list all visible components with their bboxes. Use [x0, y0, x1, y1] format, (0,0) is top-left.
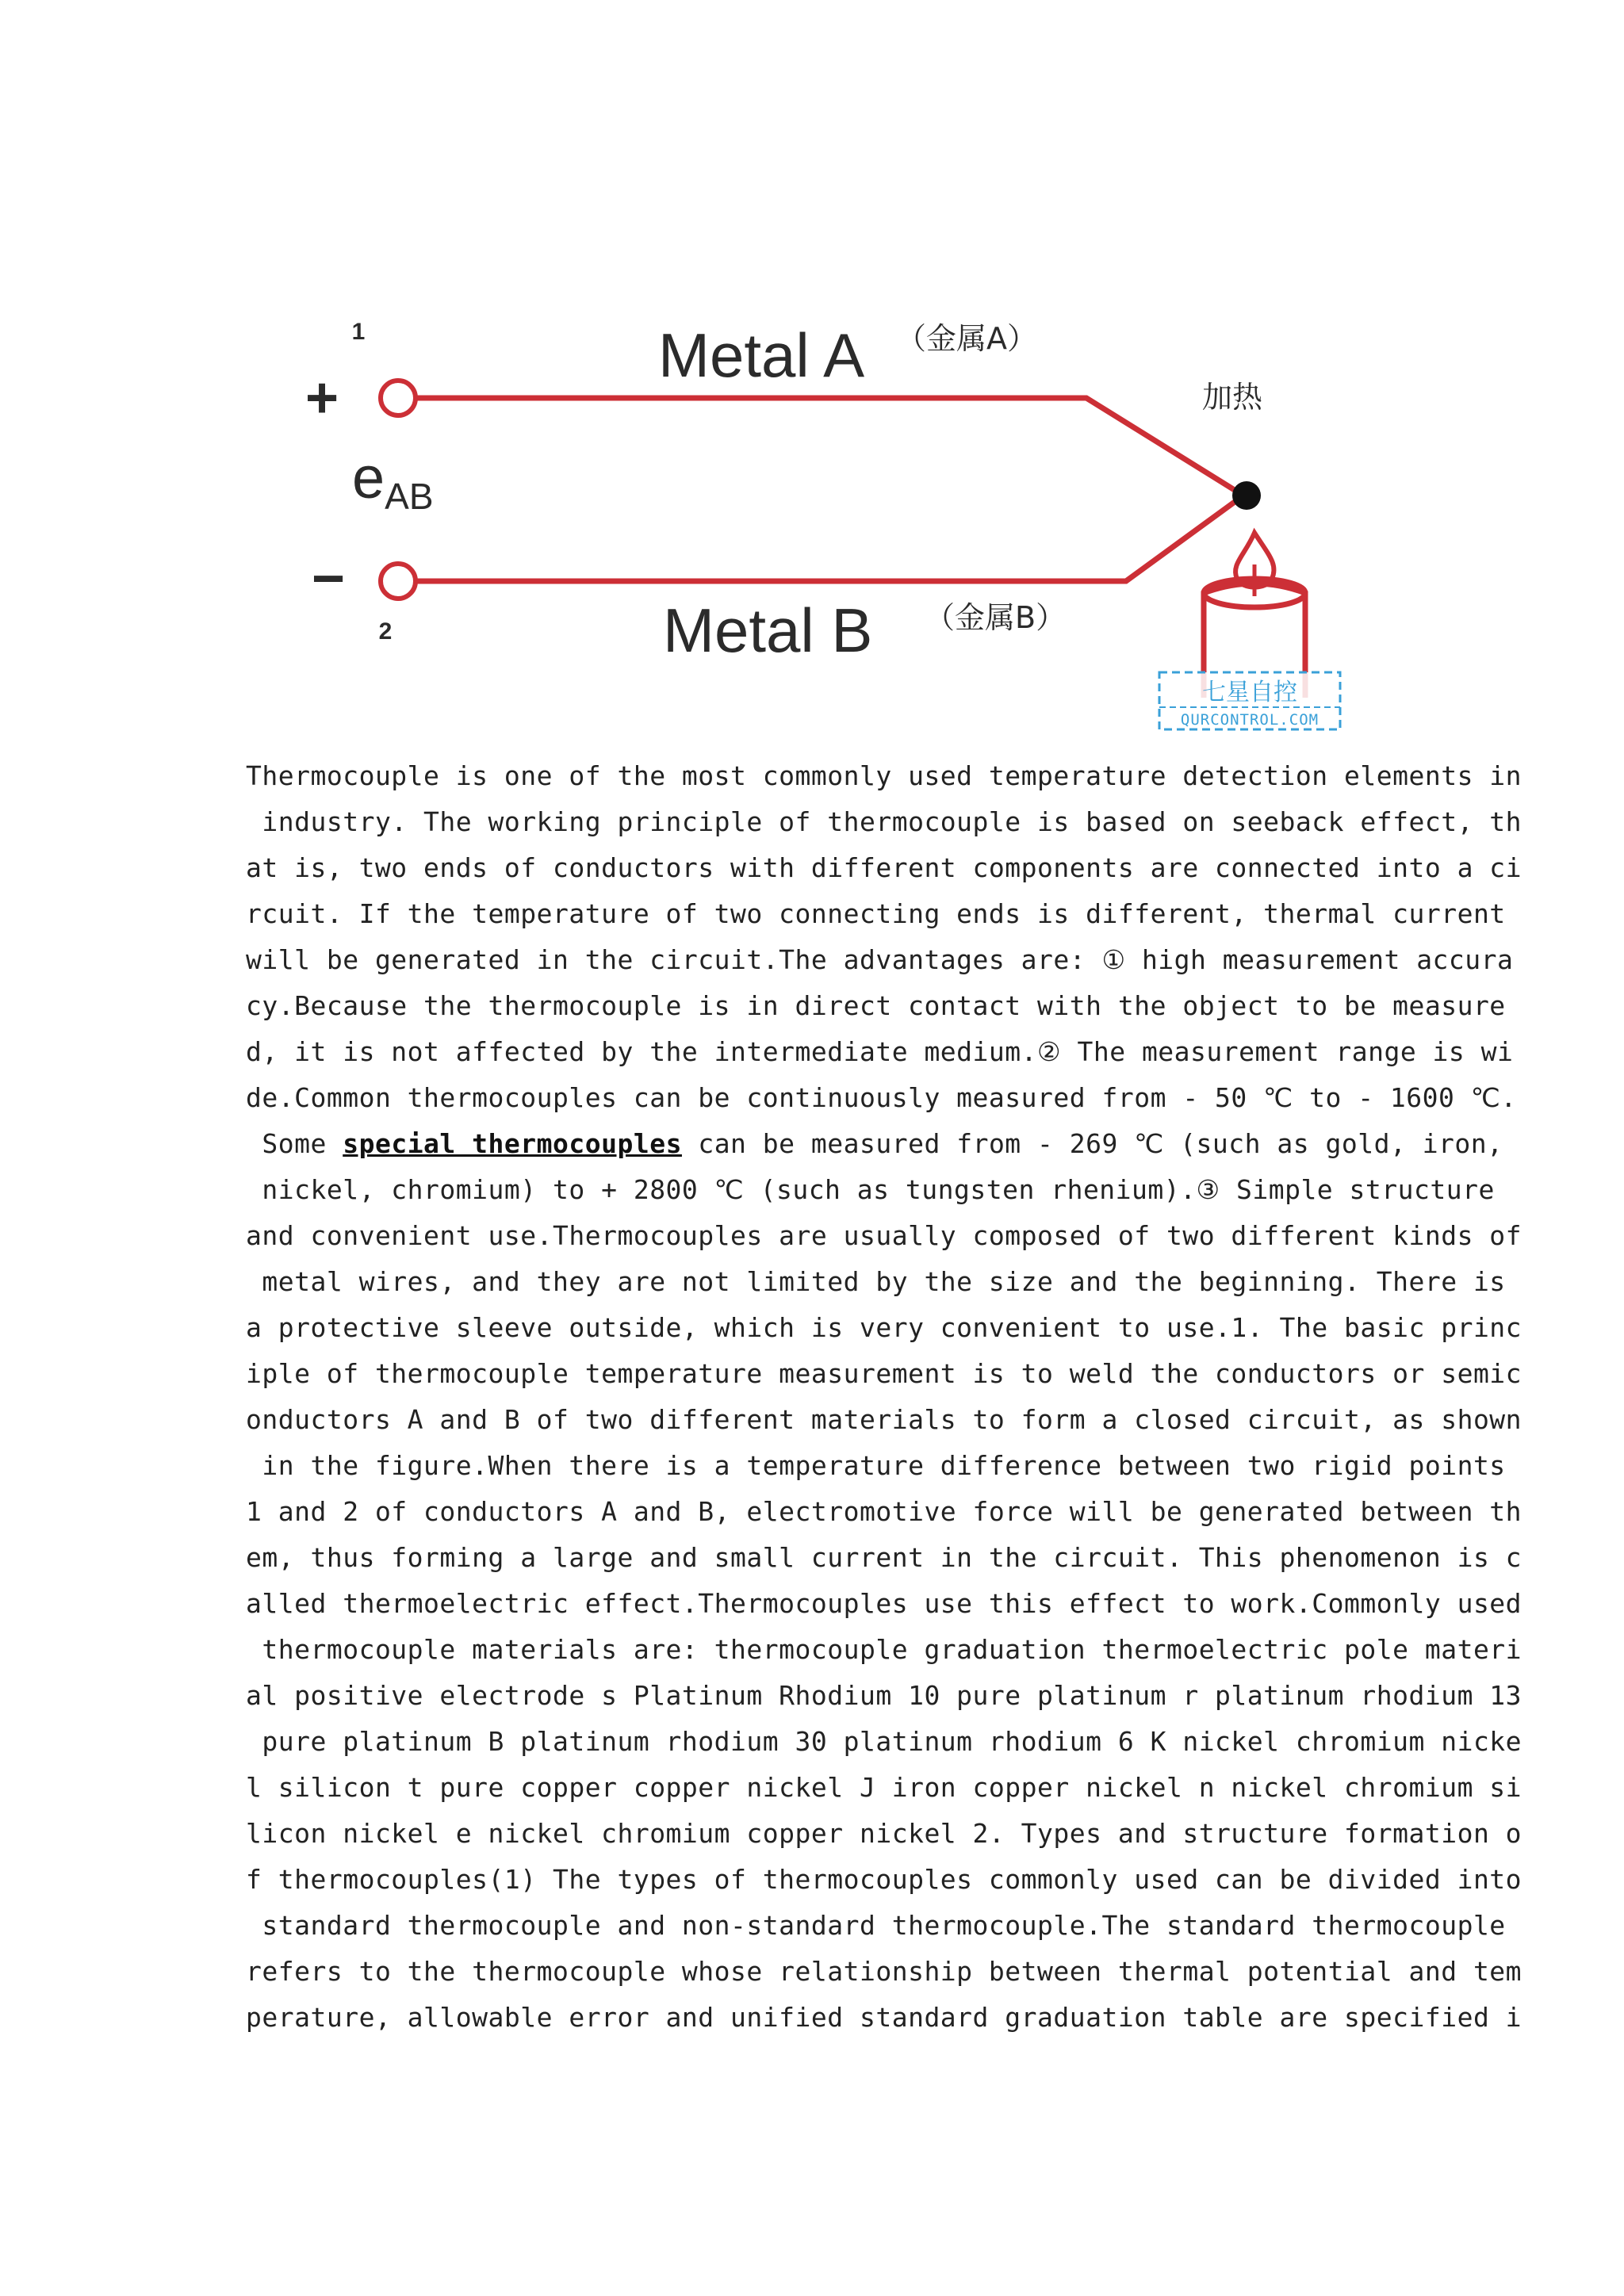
metal-a-label: Metal A	[658, 320, 865, 390]
text-line: and convenient use.Thermocouples are usually composed of two different kinds of	[246, 1220, 1522, 1251]
emf-subscript: AB	[385, 476, 434, 517]
text-line: alled thermoelectric effect.Thermocouples use this effect to work.Commonly used	[246, 1588, 1522, 1619]
text-line: iple of thermocouple temperature measurement is to weld the conductors or semic	[246, 1358, 1522, 1389]
text-line: pure platinum B platinum rhodium 30 platinum rhodium 6 K nickel chromium nicke	[246, 1726, 1522, 1757]
text-line: onductors A and B of two different materials to form a closed circuit, as shown	[246, 1404, 1522, 1435]
plus-sign: +	[304, 366, 339, 430]
text-line: f thermocouples(1) The types of thermocouples commonly used can be divided into	[246, 1864, 1522, 1895]
emf-label	[352, 445, 434, 517]
text-line: nickel, chromium) to + 2800 ℃ (such as tungsten rhenium).③ Simple structure	[246, 1174, 1495, 1205]
text-segment: Some	[246, 1128, 343, 1159]
text-line: at is, two ends of conductors with different components are connected into a ci	[246, 852, 1522, 883]
text-line: industry. The working principle of thermocouple is based on seeback effect, th	[246, 806, 1522, 837]
terminal-1-label: 1	[351, 319, 366, 345]
metal-a-cn-label: （金属A）	[896, 321, 1037, 356]
text-line: d, it is not affected by the intermediate medium.② The measurement range is wi	[246, 1036, 1514, 1067]
metal-b-wire	[414, 496, 1243, 581]
terminal-2-circle	[381, 564, 416, 599]
watermark-url: QURCONTROL.COM	[1180, 711, 1320, 729]
thermocouple-diagram	[0, 0, 1624, 745]
text-line: l silicon t pure copper copper nickel J iron copper nickel n nickel chromium si	[246, 1772, 1522, 1803]
text-line: in the figure.When there is a temperature difference between two rigid points	[246, 1450, 1506, 1481]
text-line: metal wires, and they are not limited by the size and the beginning. There is	[246, 1266, 1506, 1297]
watermark-cn: 七星自控	[1202, 679, 1297, 706]
hot-junction-dot	[1232, 481, 1261, 510]
emf-main: e	[352, 445, 385, 511]
metal-b-label: Metal B	[663, 595, 873, 665]
text-line: standard thermocouple and non-standard thermocouple.The standard thermocouple	[246, 1910, 1506, 1941]
metal-b-cn-label: （金属B）	[925, 600, 1067, 635]
text-line: Thermocouple is one of the most commonly used temperature detection elements in	[246, 760, 1522, 791]
text-line: licon nickel e nickel chromium copper nickel 2. Types and structure formation o	[246, 1818, 1522, 1849]
text-line: al positive electrode s Platinum Rhodium 10 pure platinum r platinum rhodium 13	[246, 1680, 1522, 1711]
body-text	[246, 753, 1522, 2041]
text-line: a protective sleeve outside, which is very convenient to use.1. The basic princ	[246, 1312, 1522, 1343]
text-segment: can be measured from - 269 ℃ (such as gold, iron,	[681, 1128, 1503, 1159]
terminal-1-circle	[381, 381, 416, 415]
text-line: refers to the thermocouple whose relationship between thermal potential and tem	[246, 1956, 1522, 1987]
special-thermocouples-link[interactable]: special thermocouples	[343, 1128, 682, 1159]
text-line: thermocouple materials are: thermocouple graduation thermoelectric pole materi	[246, 1634, 1522, 1665]
text-line: de.Common thermocouples can be continuously measured from - 50 ℃ to - 1600 ℃.	[246, 1082, 1517, 1113]
terminal-2-label: 2	[378, 618, 393, 645]
text-line: em, thus forming a large and small current in the circuit. This phenomenon is c	[246, 1542, 1522, 1573]
text-line: perature, allowable error and unified standard graduation table are specified i	[246, 2002, 1522, 2033]
minus-sign: −	[311, 547, 346, 610]
watermark-logo	[1159, 672, 1340, 729]
text-line: cy.Because the thermocouple is in direct contact with the object to be measure	[246, 990, 1506, 1021]
text-line: will be generated in the circuit.The advantages are: ① high measurement accura	[246, 944, 1514, 975]
text-line-with-link	[246, 1121, 1503, 1167]
metal-a-wire	[414, 398, 1243, 496]
text-line: rcuit. If the temperature of two connecting ends is different, thermal current	[246, 898, 1506, 929]
text-line: 1 and 2 of conductors A and B, electromotive force will be generated between th	[246, 1496, 1522, 1527]
heat-label: 加热	[1202, 380, 1263, 415]
